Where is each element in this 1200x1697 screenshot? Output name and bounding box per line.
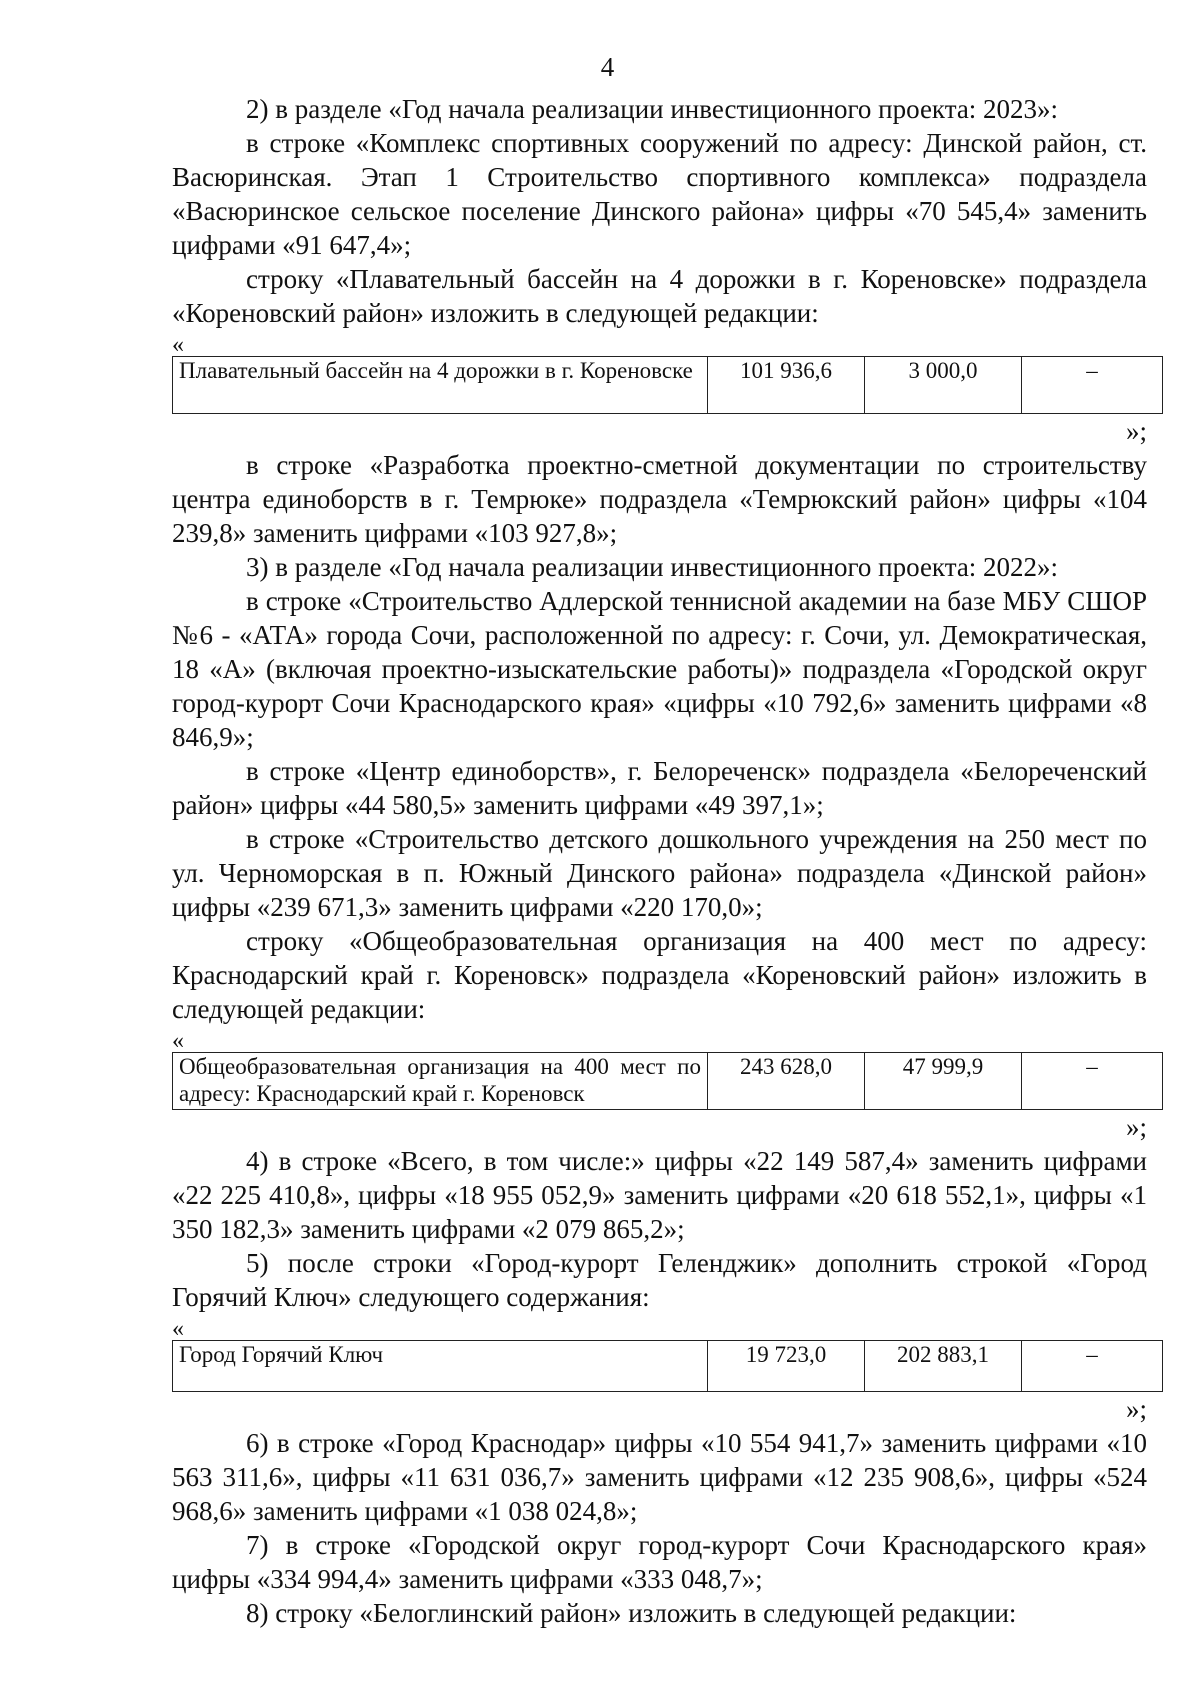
replacement-table-goryachiy-klyuch [172, 1340, 1163, 1392]
paragraph: 2) в разделе «Год начала реализации инвестиционного проекта: 2023»: [246, 94, 1059, 124]
paragraph: 3) в разделе «Год начала реализации инвестиционного проекта: 2022»: [246, 552, 1059, 582]
table-cell-name: Плавательный бассейн на 4 дорожки в г. Кореновске [173, 357, 708, 414]
table-cell-value: 19 723,0 [708, 1341, 865, 1392]
table-cell-value: – [1022, 357, 1163, 414]
paragraph: в строке «Комплекс спортивных сооружений по адресу: Динской район, ст. Васюринская. Этап 1 Строительство спортивного комплекса» подраздела «Васюринское сельское поселение Динского района» цифры «70 545,4» заменить цифрами «91 647,4»; [172, 128, 1147, 260]
document-body [172, 92, 1147, 1630]
closing-quote: »; [1125, 1394, 1147, 1424]
replacement-table-pool [172, 356, 1163, 414]
paragraph: в строке «Разработка проектно-сметной документации по строительству центра единоборств в г. Темрюке» подраздела «Темрюкский район» цифры «104 239,8» заменить цифрами «103 927,8»; [172, 450, 1147, 548]
table-row [173, 357, 1163, 414]
opening-quote: « [172, 1316, 184, 1342]
page-number: 4 [600, 52, 615, 82]
table-cell-value: – [1022, 1341, 1163, 1392]
paragraph: 4) в строке «Всего, в том числе:» цифры «22 149 587,4» заменить цифрами «22 225 410,8», цифры «18 955 052,9» заменить цифрами «20 618 552,1», цифры «1 350 182,3» заменить цифрами «2 079 865,2»; [172, 1146, 1147, 1244]
table-row [173, 1341, 1163, 1392]
paragraph: 8) строку «Белоглинский район» изложить в следующей редакции: [246, 1598, 1017, 1628]
paragraph: строку «Плавательный бассейн на 4 дорожки в г. Кореновске» подраздела «Кореновский район» изложить в следующей редакции: [172, 264, 1147, 328]
table-cell-value: 47 999,9 [865, 1053, 1022, 1110]
table-cell-value: 101 936,6 [708, 357, 865, 414]
table-cell-value: – [1022, 1053, 1163, 1110]
paragraph: в строке «Строительство детского дошкольного учреждения на 250 мест по ул. Черноморская в п. Южный Динского района» подраздела «Динской район» цифры «239 671,3» заменить цифрами «220 170,0»; [172, 824, 1147, 922]
closing-quote: »; [1125, 1112, 1147, 1142]
opening-quote: « [172, 332, 184, 358]
replacement-table-school [172, 1052, 1163, 1110]
table-cell-value: 3 000,0 [865, 357, 1022, 414]
paragraph: строку «Общеобразовательная организация на 400 мест по адресу: Краснодарский край г. Кореновск» подраздела «Кореновский район» изложить в следующей редакции: [172, 926, 1147, 1024]
paragraph: 7) в строке «Городской округ город-курорт Сочи Краснодарского края» цифры «334 994,4» заменить цифрами «333 048,7»; [172, 1530, 1147, 1594]
paragraph: в строке «Центр единоборств», г. Белореченск» подраздела «Белореченский район» цифры «44 580,5» заменить цифрами «49 397,1»; [172, 756, 1147, 820]
paragraph: 5) после строки «Город-курорт Геленджик» дополнить строкой «Город Горячий Ключ» следующего содержания: [172, 1248, 1147, 1312]
table-cell-name: Город Горячий Ключ [173, 1341, 708, 1392]
closing-quote: »; [1125, 416, 1147, 446]
table-cell-value: 243 628,0 [708, 1053, 865, 1110]
table-cell-name: Общеобразовательная организация на 400 мест по адресу: Краснодарский край г. Кореновск [173, 1053, 708, 1110]
paragraph: 6) в строке «Город Краснодар» цифры «10 554 941,7» заменить цифрами «10 563 311,6», цифры «11 631 036,7» заменить цифрами «12 235 908,6», цифры «524 968,6» заменить цифрами «1 038 024,8»; [172, 1428, 1147, 1526]
table-row [173, 1053, 1163, 1110]
paragraph: в строке «Строительство Адлерской теннисной академии на базе МБУ СШОР №6 - «АТА» города Сочи, расположенной по адресу: г. Сочи, ул. Демократическая, 18 «А» (включая проектно-изыскательские работы)» подраздела «Городской округ город-курорт Сочи Краснодарского края» «цифры «10 792,6» заменить цифрами «8 846,9»; [172, 586, 1147, 752]
table-cell-value: 202 883,1 [865, 1341, 1022, 1392]
opening-quote: « [172, 1028, 184, 1054]
